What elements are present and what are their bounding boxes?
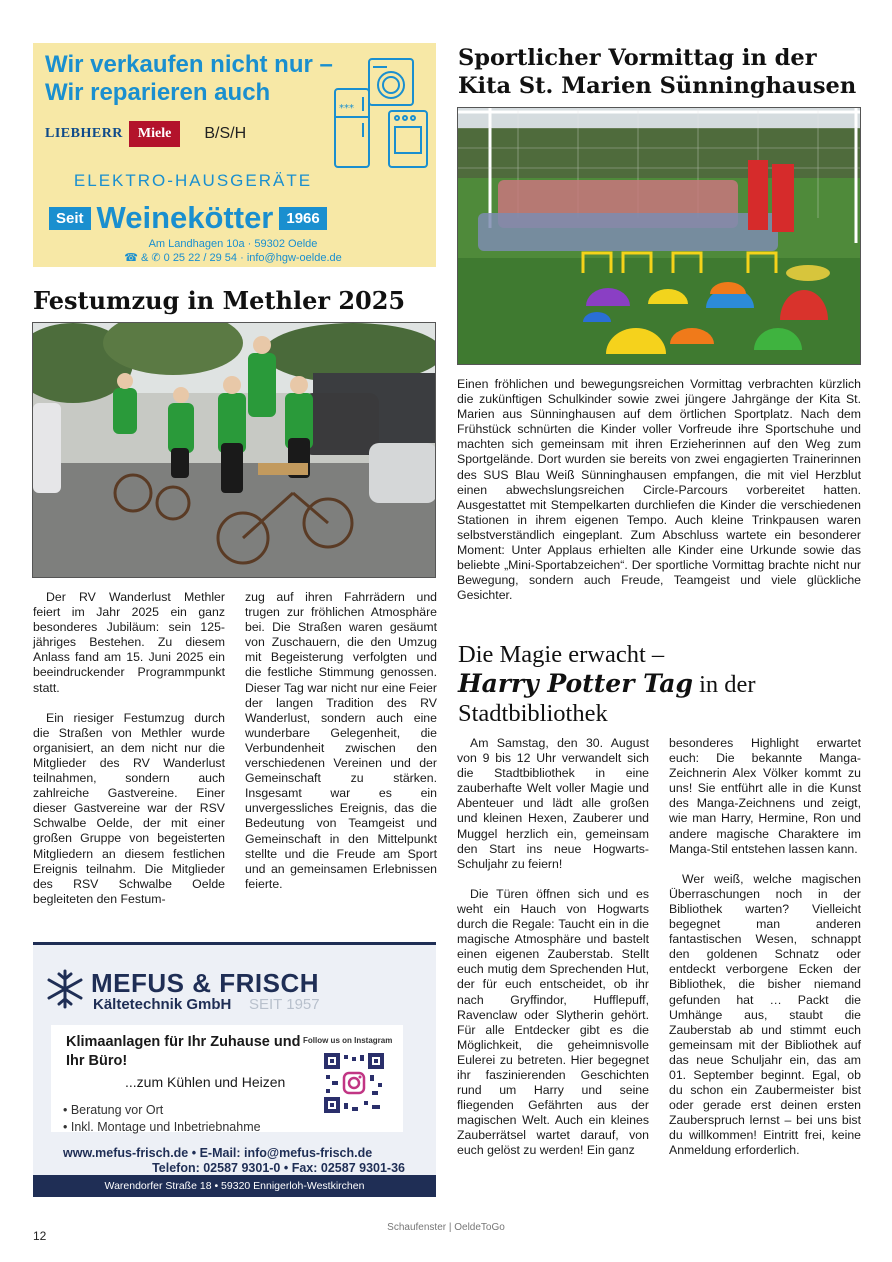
hp-headline-line3: Stadtbibliothek <box>458 700 608 727</box>
methler-paragraph-2: Ein riesiger Festumzug durch die Straßen von Methler wurde organisiert, an dem nicht nur die Mitglieder des RV Wanderlust teilnahmen, sondern auch zahlreiche Gastvereine. Einer dieser Gastvereine war der RSV Schwalbe Oelde, der mit einer großen Gruppe von begeisterten Mitgliedern an diesem festlichen Ereignis teilnahm. Die Mitglieder des RSV Schwalbe Oelde begleiteten den Festum- <box>33 710 225 906</box>
founding-year: 1966 <box>279 207 326 230</box>
mefus-service-item: • Beratung vor Ort <box>63 1103 164 1117</box>
methler-headline: Festumzug in Methler 2025 <box>33 286 406 315</box>
brand-logos <box>45 121 246 147</box>
mefus-frisch-advertisement <box>33 942 436 1197</box>
mefus-claim: Klimaanlagen für Ihr Zuhause und Ihr Büro! <box>66 1034 301 1069</box>
mefus-company-name: MEFUS & FRISCH <box>91 968 319 998</box>
ad-headline-line1: Wir verkaufen nicht nur – <box>45 51 333 78</box>
mefus-company-type: Kältetechnik GmbH <box>93 996 232 1013</box>
svg-text:***: *** <box>339 103 354 114</box>
hp-paragraph-2: Die Türen öffnen sich und es weht ein Hauch von Hogwarts durch die Regale: Taucht ein in die magische Atmosphäre und bastelt einen eigenen Zauberstab. Stellt euch mutig dem Sprechenden Hut, der für euch entscheidet, ob ihr nach Gryffindor, Hufflepuff, Ravenclaw oder Slytherin gehört. Für alle Entdecker gibt es die Möglichkeit, die geheimnisvolle Eulerei zu betreten. Hier begegnet ihr faszinierenden Geschichten rund um Harry und seine fliegenden Gefährten aus der magischen Welt. Auch ein kleines Zauberrätsel wartet darauf, von euch gelöst zu werden! Ein ganz <box>457 886 649 1158</box>
hp-paragraph-3: besonderes Highlight erwartet euch: Die bekannte Manga-Zeichnerin Alex Völker kommt zu uns! Sie entführt alle in die Kunst des Manga-Zeichnens und zeigt, wie man Harry, Hermine, Ron und andere magische Charaktere im Manga-Stil entstehen lassen kann. <box>669 736 861 856</box>
seit-label: Seit <box>49 207 91 230</box>
miele-logo: Miele <box>129 121 180 147</box>
kita-photo <box>457 107 861 365</box>
methler-paragraph-3: zug auf ihren Fahrrädern und trugen zur fröhlichen Atmosphäre bei. Die Straßen waren gesäumt von Zuschauern, die den Umzug mit Begeisterung verfolgten und die festliche Stimmung genossen. Dieser Tag war nicht nur eine Feier der langen Tradition des RV Wanderlust, sondern auch eine wunderbare Gelegenheit, die Verbundenheit zwischen den verschiedenen Vereinen und der Gemeinschaft zu stärken. Insgesamt war es ein unvergessliches Ereignis, das die Bedeutung von Teamgeist und Gemeinschaft in den Mittelpunkt stellte und die Freude am Sport und an gemeinsamen Erlebnissen feierte. <box>245 590 437 891</box>
kita-body <box>457 377 861 618</box>
kita-paragraph: Einen fröhlichen und bewegungsreichen Vormittag verbrachten kürzlich die zukünftigen Schulkinder sowie zwei jüngere Jahrgänge der Kita St. Marien aus Sünninghausen auf dem örtlichen Sportplatz. Nach dem Frühstück schnürten die Kinder voller Vorfreude ihre Sportschuhe und machten sich gemeinsam mit ihren Erzieherinnen auf den Weg zum Sportgelände. Dort wurden sie bereits von zwei engagierten Trainerinnen des SUS Blau Weiß Sünninghausen empfangen, die mit viel Herzblut einen abwechslungsreichen Circle-Parcours vorbereitet hatten. Ausgestattet mit Stempelkarten durchliefen die Kinder die verschiedenen Stationen in ihrem eigenen Tempo. Auch kleine Trinkpausen waren selbstverständlich eingeplant. Zum Abschluss wartete ein besonderer Moment: Unter Applaus erhielten alle Kinder eine Urkunde sowie das beliebte „Mini-Sportabzeichen“. Der sportliche Vormittag brachte nicht nur Bewegung, sondern auch Freude, Teamgeist und viele glückliche Gesichter. <box>457 377 861 603</box>
snowflake-icon <box>45 969 85 1009</box>
hp-headline-line2 <box>458 669 756 699</box>
kita-headline-line2: Kita St. Marien Sünninghausen <box>458 73 857 99</box>
mefus-phone-fax: Telefon: 02587 9301-0 • Fax: 02587 9301-36 <box>152 1161 405 1175</box>
appliances-illustration <box>331 53 431 173</box>
ad-subtitle: ELEKTRO-HAUSGERÄTE <box>73 171 313 190</box>
mefus-address-bar: Warendorfer Straße 18 • 59320 Ennigerloh-Westkirchen <box>33 1175 436 1197</box>
methler-paragraph-1: Der RV Wanderlust Methler feiert im Jahr 2025 ein ganz besonderes Jubiläum: sein 125-jähriges Bestehen. Zu diesem Anlass fand am 15. Juni 2025 ein beeindruckender Programmpunkt statt. <box>33 590 225 695</box>
hp-paragraph-1: Am Samstag, den 30. August von 9 bis 12 Uhr verwandelt sich die Stadtbibliothek in eine zauberhafte Welt voller Magie und Abenteuer und lädt alle großen und kleinen Hexen, Zauberer und Muggel herzlich ein, gemeinsam den Start ins neue Hogwarts-Schuljahr zu feiern! <box>457 736 649 871</box>
ad-contact: ☎ & ✆ 0 25 22 / 29 54 · info@hgw-oelde.de <box>124 252 342 264</box>
methler-photo <box>32 322 436 578</box>
mefus-web-email: www.mefus-frisch.de • E-Mail: info@mefus-frisch.de <box>63 1146 373 1160</box>
ad-address: Am Landhagen 10a · 59302 Oelde <box>148 238 318 250</box>
hp-headline-in: in der <box>692 671 756 698</box>
company-name: Weinekötter <box>96 200 274 235</box>
mefus-claim-sub: ...zum Kühlen und Heizen <box>125 1074 286 1090</box>
hp-headline-highlight: Harry Potter Tag <box>458 669 693 698</box>
kita-headline-line1: Sportlicher Vormittag in der <box>458 45 817 71</box>
kita-headline <box>458 44 856 100</box>
mefus-service-item: • Inkl. Montage und Inbetriebnahme <box>63 1120 261 1134</box>
publication-footer: Schaufenster | OeldeToGo <box>387 1222 505 1233</box>
harry-potter-column-2 <box>669 736 861 1174</box>
instagram-qr-code <box>322 1051 386 1115</box>
harry-potter-column-1 <box>457 736 649 1174</box>
instagram-follow-label: Follow us on Instagram <box>303 1036 393 1045</box>
methler-column-2 <box>245 590 437 907</box>
mefus-since: SEIT 1957 <box>249 996 320 1013</box>
ad-headline-line2: Wir reparieren auch <box>45 79 271 106</box>
weinekoetter-advertisement <box>33 43 436 267</box>
hp-headline-line1: Die Magie erwacht – <box>458 641 665 668</box>
hp-paragraph-4: Wer weiß, welche magischen Überraschungen noch in der Bibliothek warten? Vielleicht begegnet man anderen fantastischen Wesen, schnappt den goldenen Schnatz oder entdeckt verborgene Ecken der Bibliothek, die bisher niemand gefunden hat … Packt die Umhänge aus, staubt die Zauberstab ab und stimmt euch gemeinsam mit der Bibliothek auf das neue Schuljahr ein, das am 01. September beginnt. Egal, ob du schon ein Zaubermeister bist oder gerade erst deinen ersten Zauberspruch lernst – bei uns bist du willkommen! Eintritt frei, keine Anmeldung erforderlich. <box>669 871 861 1158</box>
page-number: 12 <box>33 1229 47 1243</box>
ad-headline <box>45 51 333 107</box>
methler-column-1 <box>33 590 225 922</box>
ad-address-block <box>33 237 433 265</box>
ad-name-row <box>49 201 327 235</box>
liebherr-logo: LIEBHERR <box>45 126 123 141</box>
bsh-logo: B/S/H <box>204 125 247 142</box>
mefus-service-list <box>63 1102 261 1136</box>
harry-potter-headline <box>458 640 756 728</box>
